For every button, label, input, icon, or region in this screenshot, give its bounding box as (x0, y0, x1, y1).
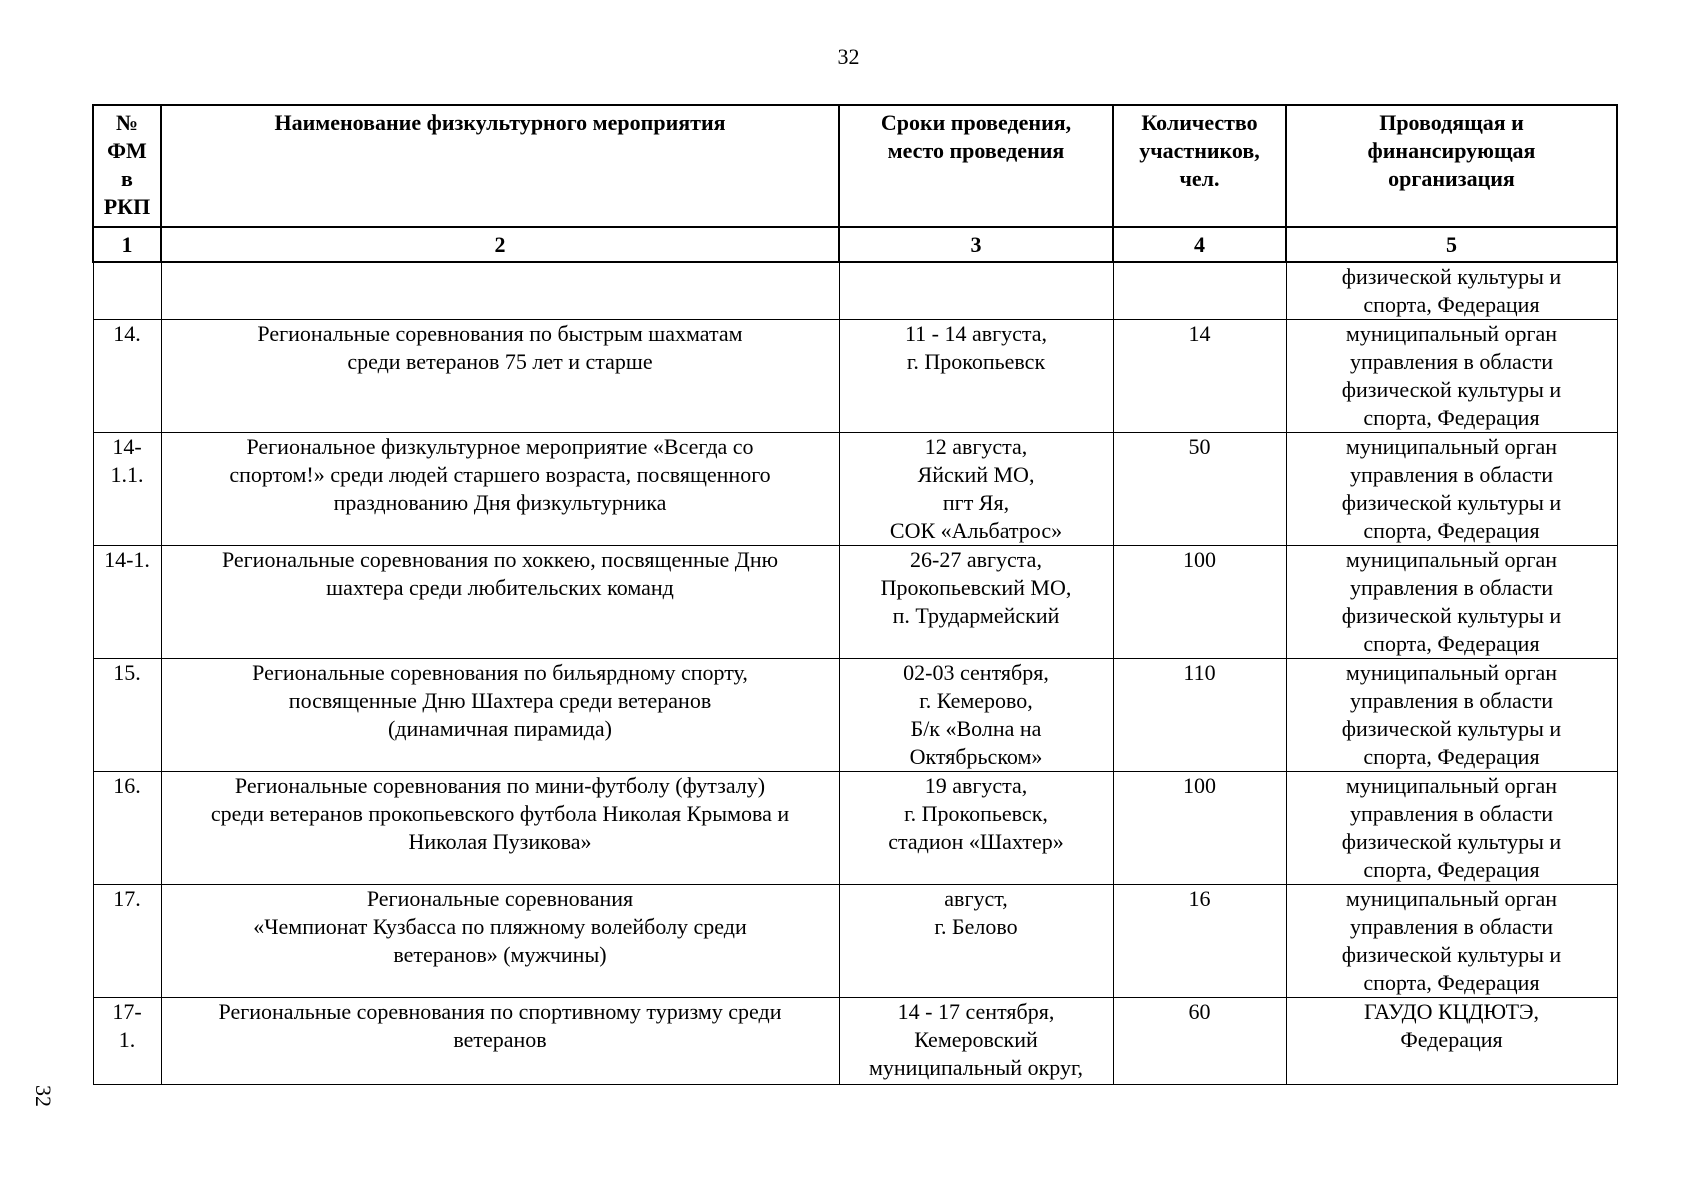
column-number-row (93, 227, 1617, 262)
cell-participants (1113, 262, 1286, 320)
events-table (92, 104, 1618, 1085)
cell-organization: муниципальный орган управления в области физической культуры и спорта, Федерация (1286, 320, 1617, 433)
cell-participants: 100 (1113, 546, 1286, 659)
column-number: 5 (1286, 227, 1617, 262)
cell-date-place: 12 августа, Яйский МО, пгт Яя, СОК «Альбатрос» (839, 433, 1113, 546)
header-date-place: Сроки проведения, место проведения (839, 105, 1113, 227)
cell-event-name: Региональные соревнования по хоккею, посвященные Дню шахтера среди любительских команд (161, 546, 839, 659)
cell-event-name: Региональные соревнования по быстрым шахматам среди ветеранов 75 лет и старше (161, 320, 839, 433)
table-row (93, 772, 1617, 885)
page-number-top: 32 (837, 44, 860, 69)
cell-event-name: Региональные соревнования по бильярдному спорту, посвященные Дню Шахтера среди ветеранов (динамичная пирамида) (161, 659, 839, 772)
table-row (93, 659, 1617, 772)
cell-participants: 110 (1113, 659, 1286, 772)
page-number-side: 32 (31, 1085, 56, 1107)
cell-organization: муниципальный орган управления в области физической культуры и спорта, Федерация (1286, 772, 1617, 885)
cell-organization: ГАУДО КЦДЮТЭ, Федерация (1286, 998, 1617, 1085)
cell-date-place: 26-27 августа, Прокопьевский МО, п. Трудармейский (839, 546, 1113, 659)
table-row (93, 320, 1617, 433)
cell-date-place: 02-03 сентября, г. Кемерово, Б/к «Волна на Октябрьском» (839, 659, 1113, 772)
cell-event-name (161, 262, 839, 320)
cell-date-place: август, г. Белово (839, 885, 1113, 998)
cell-date-place (839, 262, 1113, 320)
cell-number: 14. (93, 320, 161, 433)
cell-event-name: Региональное физкультурное мероприятие «Всегда со спортом!» среди людей старшего возраста, посвященного празднованию Дня физкультурника (161, 433, 839, 546)
table-header-row (93, 105, 1617, 227)
column-number: 4 (1113, 227, 1286, 262)
cell-number: 14-1.1. (93, 433, 161, 546)
table-row (93, 998, 1617, 1085)
cell-date-place: 14 - 17 сентября, Кемеровский муниципальный округ, (839, 998, 1113, 1085)
header-number: № ФМ в РКП (93, 105, 161, 227)
table-row-continuation (93, 262, 1617, 320)
header-event-name: Наименование физкультурного мероприятия (161, 105, 839, 227)
cell-organization: муниципальный орган управления в области физической культуры и спорта, Федерация (1286, 433, 1617, 546)
header-participants: Количество участников, чел. (1113, 105, 1286, 227)
table-row (93, 433, 1617, 546)
column-number: 3 (839, 227, 1113, 262)
cell-participants: 50 (1113, 433, 1286, 546)
cell-date-place: 19 августа, г. Прокопьевск, стадион «Шахтер» (839, 772, 1113, 885)
cell-participants: 14 (1113, 320, 1286, 433)
table-row (93, 885, 1617, 998)
cell-number: 17. (93, 885, 161, 998)
cell-number: 14-1. (93, 546, 161, 659)
cell-organization: муниципальный орган управления в области физической культуры и спорта, Федерация (1286, 885, 1617, 998)
cell-number: 15. (93, 659, 161, 772)
cell-organization: муниципальный орган управления в области физической культуры и спорта, Федерация (1286, 546, 1617, 659)
cell-organization: физической культуры и спорта, Федерация (1286, 262, 1617, 320)
column-number: 1 (93, 227, 161, 262)
cell-participants: 100 (1113, 772, 1286, 885)
cell-participants: 16 (1113, 885, 1286, 998)
cell-organization: муниципальный орган управления в области физической культуры и спорта, Федерация (1286, 659, 1617, 772)
column-number: 2 (161, 227, 839, 262)
cell-number: 17- 1. (93, 998, 161, 1085)
header-organization: Проводящая и финансирующая организация (1286, 105, 1617, 227)
cell-event-name: Региональные соревнования по мини-футболу (футзалу) среди ветеранов прокопьевского футбола Николая Крымова и Николая Пузикова» (161, 772, 839, 885)
cell-number: 16. (93, 772, 161, 885)
cell-participants: 60 (1113, 998, 1286, 1085)
cell-event-name: Региональные соревнования «Чемпионат Кузбасса по пляжному волейболу среди ветеранов» (мужчины) (161, 885, 839, 998)
cell-event-name: Региональные соревнования по спортивному туризму среди ветеранов (161, 998, 839, 1085)
table-row (93, 546, 1617, 659)
cell-number (93, 262, 161, 320)
cell-date-place: 11 - 14 августа, г. Прокопьевск (839, 320, 1113, 433)
